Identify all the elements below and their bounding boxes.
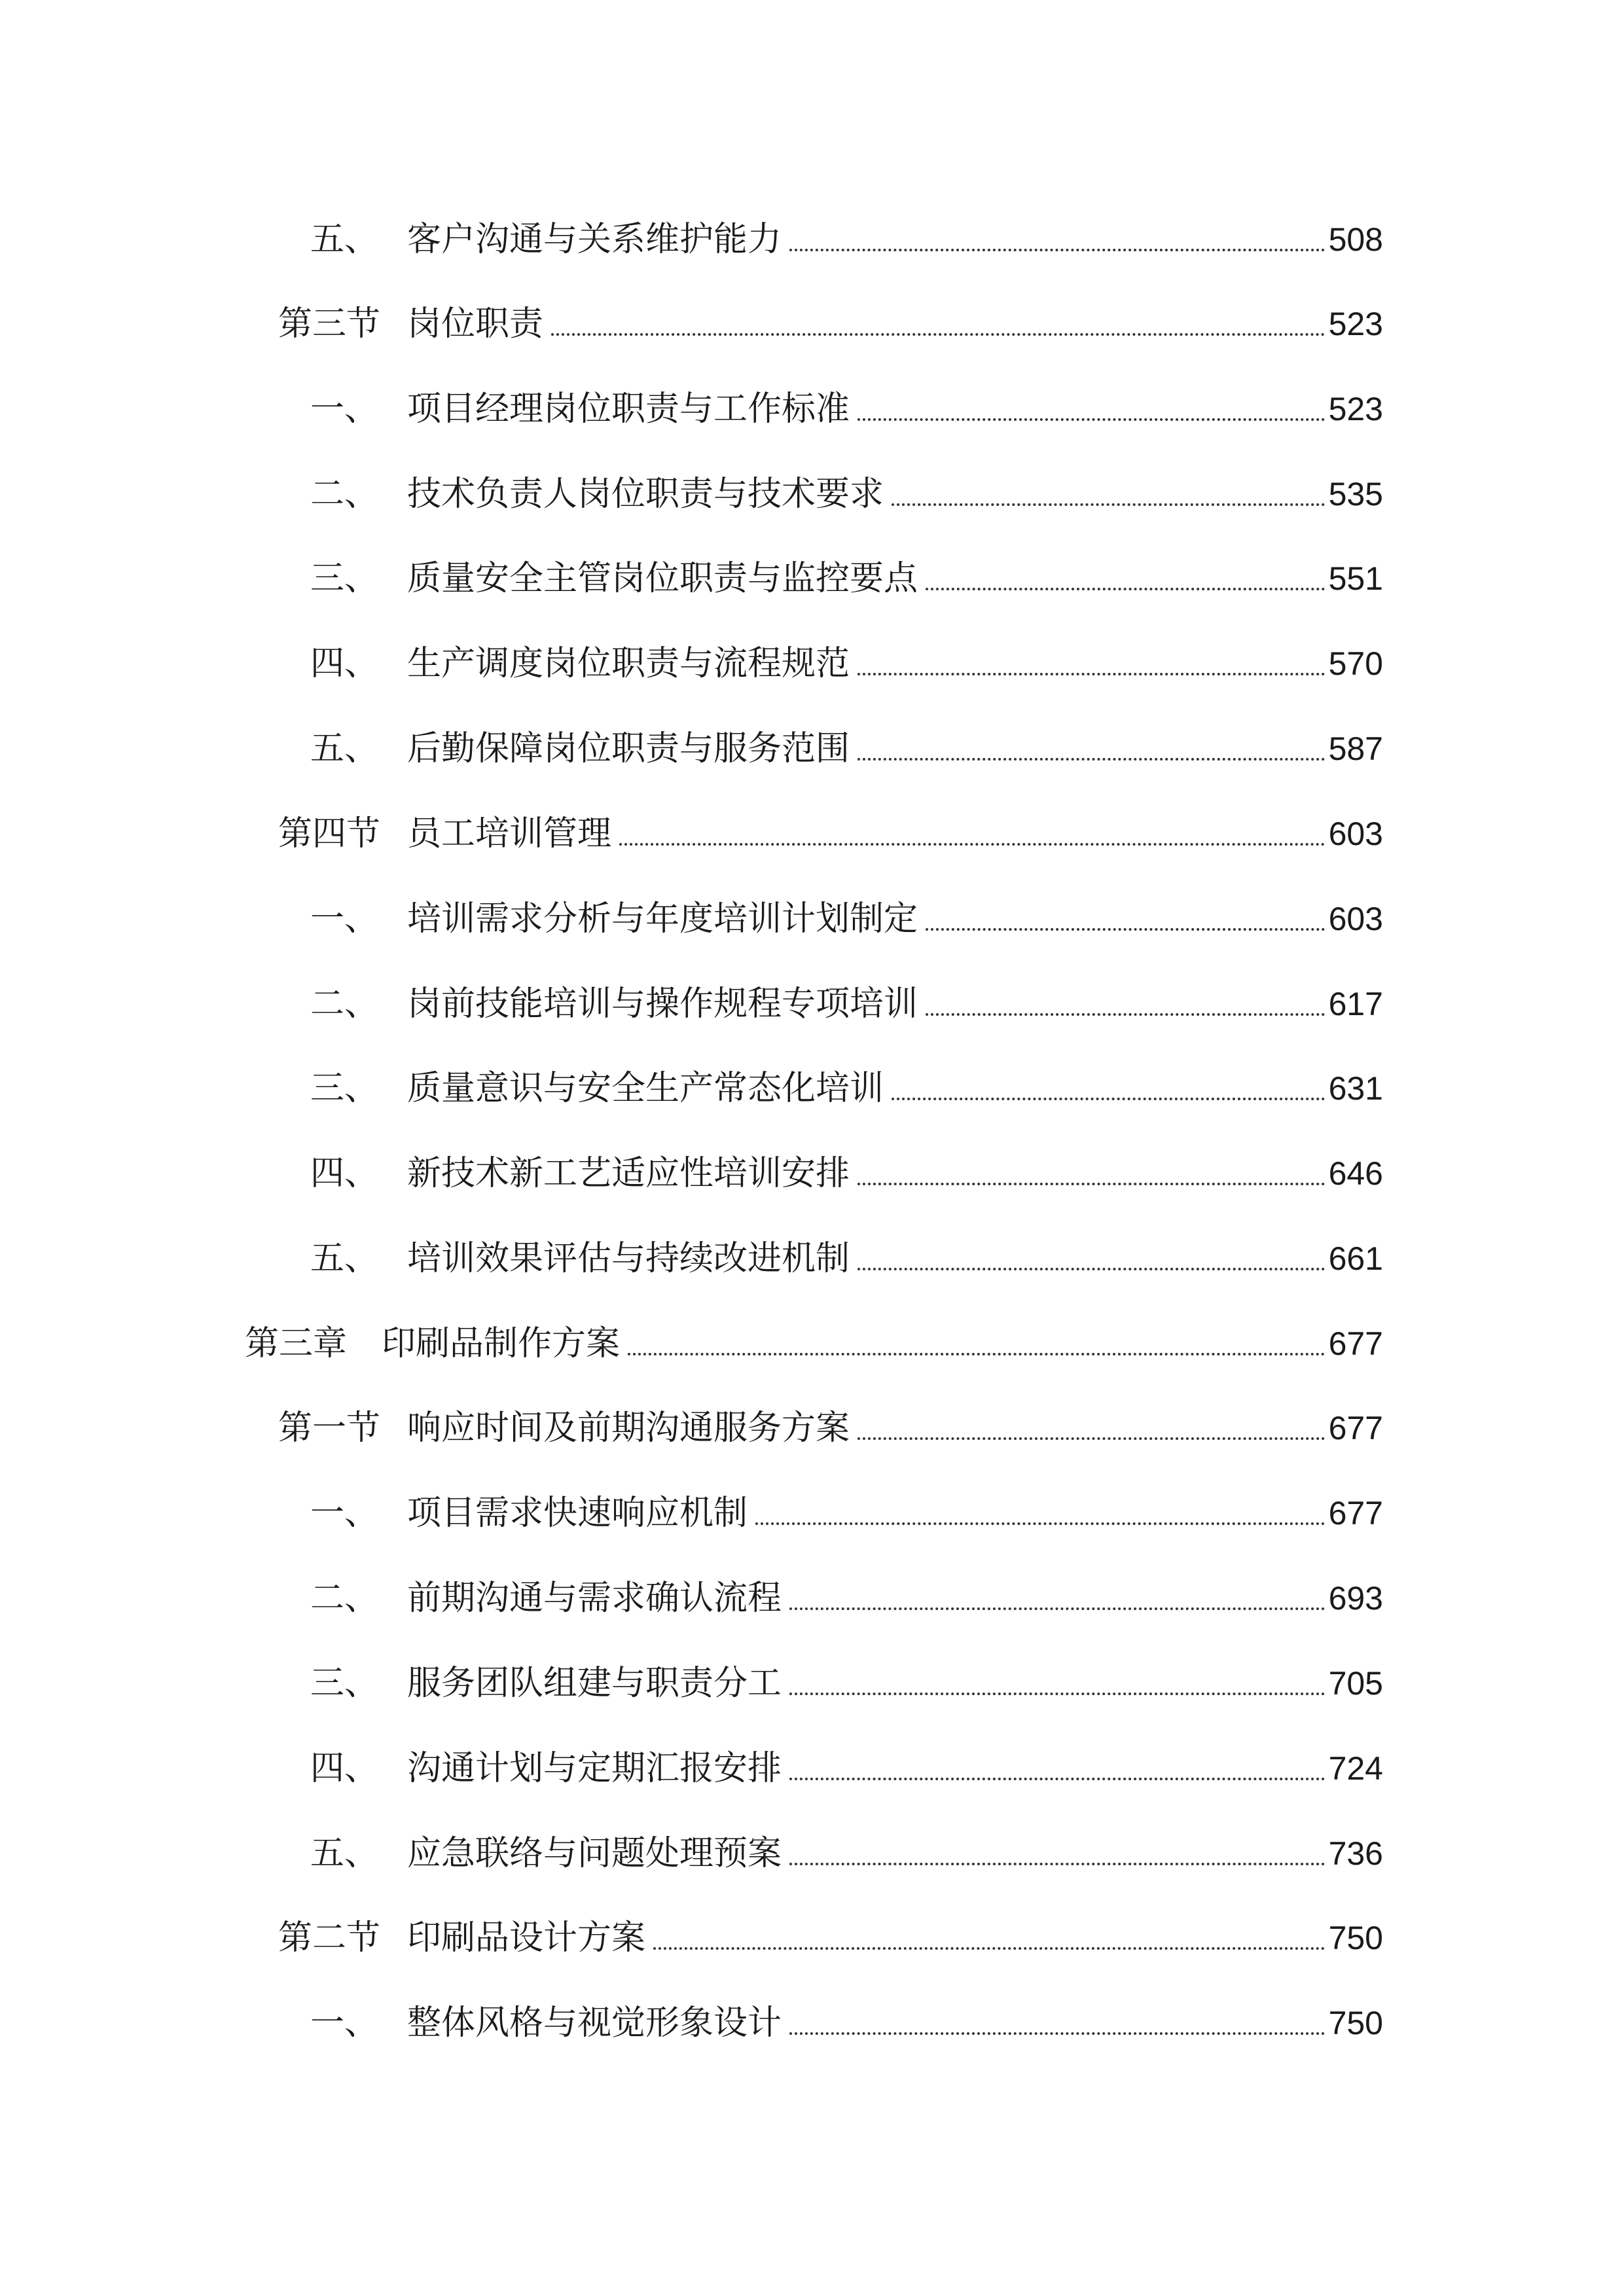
toc-entry-page: 508 bbox=[1328, 221, 1383, 258]
toc-dot-leader bbox=[857, 673, 1325, 675]
toc-entry-number: 二、 bbox=[310, 984, 379, 1024]
toc-entry-page: 603 bbox=[1328, 816, 1383, 852]
toc-entry-title: 响应时间及前期沟通服务方案 bbox=[407, 1408, 850, 1448]
toc-entry-title: 沟通计划与定期汇报安排 bbox=[407, 1749, 782, 1788]
toc-entry[interactable] bbox=[310, 213, 1383, 266]
toc-entry-number: 一、 bbox=[310, 1494, 379, 1533]
toc-dot-leader bbox=[789, 2032, 1325, 2035]
toc-dot-leader bbox=[892, 503, 1325, 506]
toc-entry[interactable] bbox=[310, 468, 1383, 520]
toc-entry-number: 五、 bbox=[310, 220, 379, 259]
toc-entry-page: 523 bbox=[1328, 391, 1383, 427]
toc-dot-leader bbox=[653, 1947, 1325, 1950]
toc-dot-leader bbox=[789, 1607, 1325, 1610]
toc-entry-page: 587 bbox=[1328, 730, 1383, 767]
toc-entry-page: 551 bbox=[1328, 560, 1383, 597]
toc-entry-page: 693 bbox=[1328, 1580, 1383, 1617]
toc-entry-page: 724 bbox=[1328, 1750, 1383, 1787]
toc-dot-leader bbox=[789, 1693, 1325, 1695]
toc-entry-title: 技术负责人岗位职责与技术要求 bbox=[407, 475, 884, 514]
toc-entry[interactable] bbox=[310, 1997, 1383, 2049]
toc-entry[interactable] bbox=[310, 383, 1383, 435]
toc-entry-title: 新技术新工艺适应性培训安排 bbox=[407, 1154, 850, 1193]
toc-entry-title: 岗位职责 bbox=[407, 304, 544, 344]
toc-entry-page: 617 bbox=[1328, 986, 1383, 1022]
toc-entry[interactable] bbox=[310, 1657, 1383, 1710]
toc-dot-leader bbox=[628, 1353, 1325, 1355]
toc-entry-title: 员工培训管理 bbox=[407, 814, 612, 853]
toc-entry[interactable] bbox=[310, 1827, 1383, 1880]
toc-entry[interactable] bbox=[310, 1572, 1383, 1624]
toc-entry-page: 646 bbox=[1328, 1155, 1383, 1192]
toc-entry-page: 570 bbox=[1328, 645, 1383, 682]
toc-entry-title: 整体风格与视觉形象设计 bbox=[407, 2003, 782, 2043]
toc-entry-title: 印刷品设计方案 bbox=[407, 1918, 646, 1958]
toc-entry[interactable] bbox=[310, 552, 1383, 605]
toc-entry[interactable] bbox=[310, 1147, 1383, 1200]
toc-entry-page: 750 bbox=[1328, 2005, 1383, 2041]
toc-entry-number: 一、 bbox=[310, 899, 379, 939]
toc-entry[interactable] bbox=[310, 893, 1383, 945]
toc-entry-number: 三、 bbox=[310, 1069, 379, 1108]
toc-entry-title: 生产调度岗位职责与流程规范 bbox=[407, 644, 850, 683]
toc-entry-number: 第三节 bbox=[278, 304, 381, 344]
toc-entry-number: 三、 bbox=[310, 1664, 379, 1703]
toc-entry[interactable] bbox=[245, 1318, 1383, 1370]
toc-dot-leader bbox=[789, 249, 1325, 251]
toc-entry-number: 一、 bbox=[310, 389, 379, 429]
toc-entry-number: 四、 bbox=[310, 1154, 379, 1193]
toc-entry-page: 631 bbox=[1328, 1070, 1383, 1107]
toc-entry-title: 应急联络与问题处理预案 bbox=[407, 1834, 782, 1873]
toc-dot-leader bbox=[789, 1863, 1325, 1865]
toc-entry[interactable] bbox=[310, 1232, 1383, 1285]
toc-entry-page: 535 bbox=[1328, 476, 1383, 512]
toc-entry-title: 印刷品制作方案 bbox=[382, 1324, 621, 1363]
toc-entry[interactable] bbox=[278, 1912, 1383, 1964]
toc-entry[interactable] bbox=[278, 808, 1383, 860]
toc-dot-leader bbox=[892, 1098, 1325, 1100]
toc-dot-leader bbox=[926, 928, 1325, 931]
toc-dot-leader bbox=[789, 1778, 1325, 1780]
toc-entry-number: 一、 bbox=[310, 2003, 379, 2043]
toc-entry-page: 750 bbox=[1328, 1920, 1383, 1956]
toc-entry-number: 五、 bbox=[310, 729, 379, 768]
toc-dot-leader bbox=[926, 588, 1325, 590]
toc-entry[interactable] bbox=[278, 1402, 1383, 1454]
toc-entry[interactable] bbox=[310, 978, 1383, 1030]
toc-entry-number: 第一节 bbox=[278, 1408, 381, 1448]
toc-entry-title: 培训需求分析与年度培训计划制定 bbox=[407, 899, 918, 939]
toc-entry-page: 736 bbox=[1328, 1835, 1383, 1872]
toc-entry-page: 677 bbox=[1328, 1495, 1383, 1532]
toc-entry-number: 二、 bbox=[310, 1579, 379, 1618]
toc-entry-number: 第四节 bbox=[278, 814, 381, 853]
toc-entry[interactable] bbox=[278, 298, 1383, 350]
toc-entry-page: 677 bbox=[1328, 1325, 1383, 1362]
toc-entry-page: 661 bbox=[1328, 1240, 1383, 1277]
toc-dot-leader bbox=[857, 758, 1325, 761]
toc-entry[interactable] bbox=[310, 1487, 1383, 1539]
toc-dot-leader bbox=[926, 1013, 1325, 1016]
toc-entry-title: 前期沟通与需求确认流程 bbox=[407, 1579, 782, 1618]
toc-entry-title: 项目需求快速响应机制 bbox=[407, 1494, 748, 1533]
toc-dot-leader bbox=[551, 333, 1325, 336]
toc-entry-title: 培训效果评估与持续改进机制 bbox=[407, 1239, 850, 1278]
toc-entry-number: 四、 bbox=[310, 1749, 379, 1788]
toc-entry-title: 项目经理岗位职责与工作标准 bbox=[407, 389, 850, 429]
toc-dot-leader bbox=[857, 1183, 1325, 1185]
toc-entry-number: 二、 bbox=[310, 475, 379, 514]
toc-dot-leader bbox=[857, 1437, 1325, 1440]
toc-entry[interactable] bbox=[310, 723, 1383, 775]
toc-entry-number: 第二节 bbox=[278, 1918, 381, 1958]
toc-entry-number: 五、 bbox=[310, 1834, 379, 1873]
toc-entry[interactable] bbox=[310, 637, 1383, 690]
toc-entry-title: 质量意识与安全生产常态化培训 bbox=[407, 1069, 884, 1108]
toc-entry-number: 五、 bbox=[310, 1239, 379, 1278]
toc-entry[interactable] bbox=[310, 1062, 1383, 1115]
toc-entry-page: 677 bbox=[1328, 1410, 1383, 1446]
toc-dot-leader bbox=[857, 418, 1325, 421]
toc-entry-title: 客户沟通与关系维护能力 bbox=[407, 220, 782, 259]
toc-entry-title: 岗前技能培训与操作规程专项培训 bbox=[407, 984, 918, 1024]
toc-entry-title: 后勤保障岗位职责与服务范围 bbox=[407, 729, 850, 768]
toc-entry[interactable] bbox=[310, 1742, 1383, 1795]
toc-entry-number: 四、 bbox=[310, 644, 379, 683]
toc-entry-page: 603 bbox=[1328, 901, 1383, 937]
toc-entry-title: 服务团队组建与职责分工 bbox=[407, 1664, 782, 1703]
toc-entry-number: 三、 bbox=[310, 559, 379, 598]
toc-entry-number: 第三章 bbox=[245, 1324, 348, 1363]
toc-dot-leader bbox=[857, 1268, 1325, 1270]
toc-dot-leader bbox=[755, 1522, 1325, 1525]
toc-entry-title: 质量安全主管岗位职责与监控要点 bbox=[407, 559, 918, 598]
toc-entry-page: 705 bbox=[1328, 1665, 1383, 1702]
toc-entry-page: 523 bbox=[1328, 306, 1383, 342]
toc-dot-leader bbox=[619, 843, 1325, 846]
